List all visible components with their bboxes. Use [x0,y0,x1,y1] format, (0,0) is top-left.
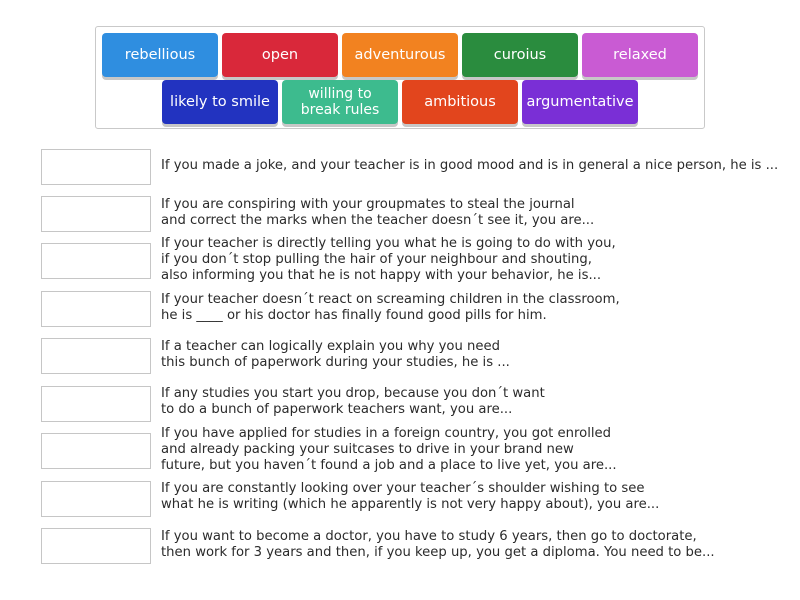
question-text: If you are constantly looking over your teacher´s shoulder wishing to see what he is writing (which he apparently is not very happy about), you are... [161,481,660,512]
question-text: If you made a joke, and your teacher is in good mood and is in general a nice person, he is ... [161,158,779,173]
answer-drop-box[interactable] [41,386,151,422]
word-tile-relaxed[interactable]: relaxed [582,33,698,77]
answer-drop-box[interactable] [41,433,151,469]
answer-drop-box[interactable] [41,338,151,374]
word-tile-curoius[interactable]: curoius [462,33,578,77]
answer-drop-box[interactable] [41,481,151,517]
question-text: If your teacher is directly telling you what he is going to do with you, if you don´t stop pulling the hair of your neighbour and shouting, also informing you that he is not happy with your behavior, he is... [161,236,616,283]
word-tile-likely-to-smile[interactable]: likely to smile [162,80,278,124]
question-text: If you have applied for studies in a foreign country, you got enrolled and already packing your suitcases to drive in your brand new future, but you haven´t found a job and a place to live yet, you are... [161,426,617,473]
question-text: If a teacher can logically explain you why you need this bunch of paperwork during your studies, he is ... [161,339,510,370]
word-tile-rebellious[interactable]: rebellious [102,33,218,77]
word-tile-willing-to-break-rules[interactable]: willing to break rules [282,80,398,124]
question-text: If your teacher doesn´t react on screaming children in the classroom, he is ____ or his doctor has finally found good pills for him. [161,292,620,323]
word-tile-adventurous[interactable]: adventurous [342,33,458,77]
answer-drop-box[interactable] [41,196,151,232]
answer-drop-box[interactable] [41,291,151,327]
word-bank [95,26,705,129]
word-tile-open[interactable]: open [222,33,338,77]
word-tile-ambitious[interactable]: ambitious [402,80,518,124]
answer-drop-box[interactable] [41,243,151,279]
question-text: If you are conspiring with your groupmates to steal the journal and correct the marks when the teacher doesn´t see it, you are... [161,197,595,228]
word-tile-argumentative[interactable]: argumentative [522,80,638,124]
answer-drop-box[interactable] [41,149,151,185]
question-text: If you want to become a doctor, you have to study 6 years, then go to doctorate, then work for 3 years and then, if you keep up, you get a diploma. You need to be... [161,529,715,560]
answer-drop-box[interactable] [41,528,151,564]
question-text: If any studies you start you drop, because you don´t want to do a bunch of paperwork teachers want, you are... [161,386,545,417]
